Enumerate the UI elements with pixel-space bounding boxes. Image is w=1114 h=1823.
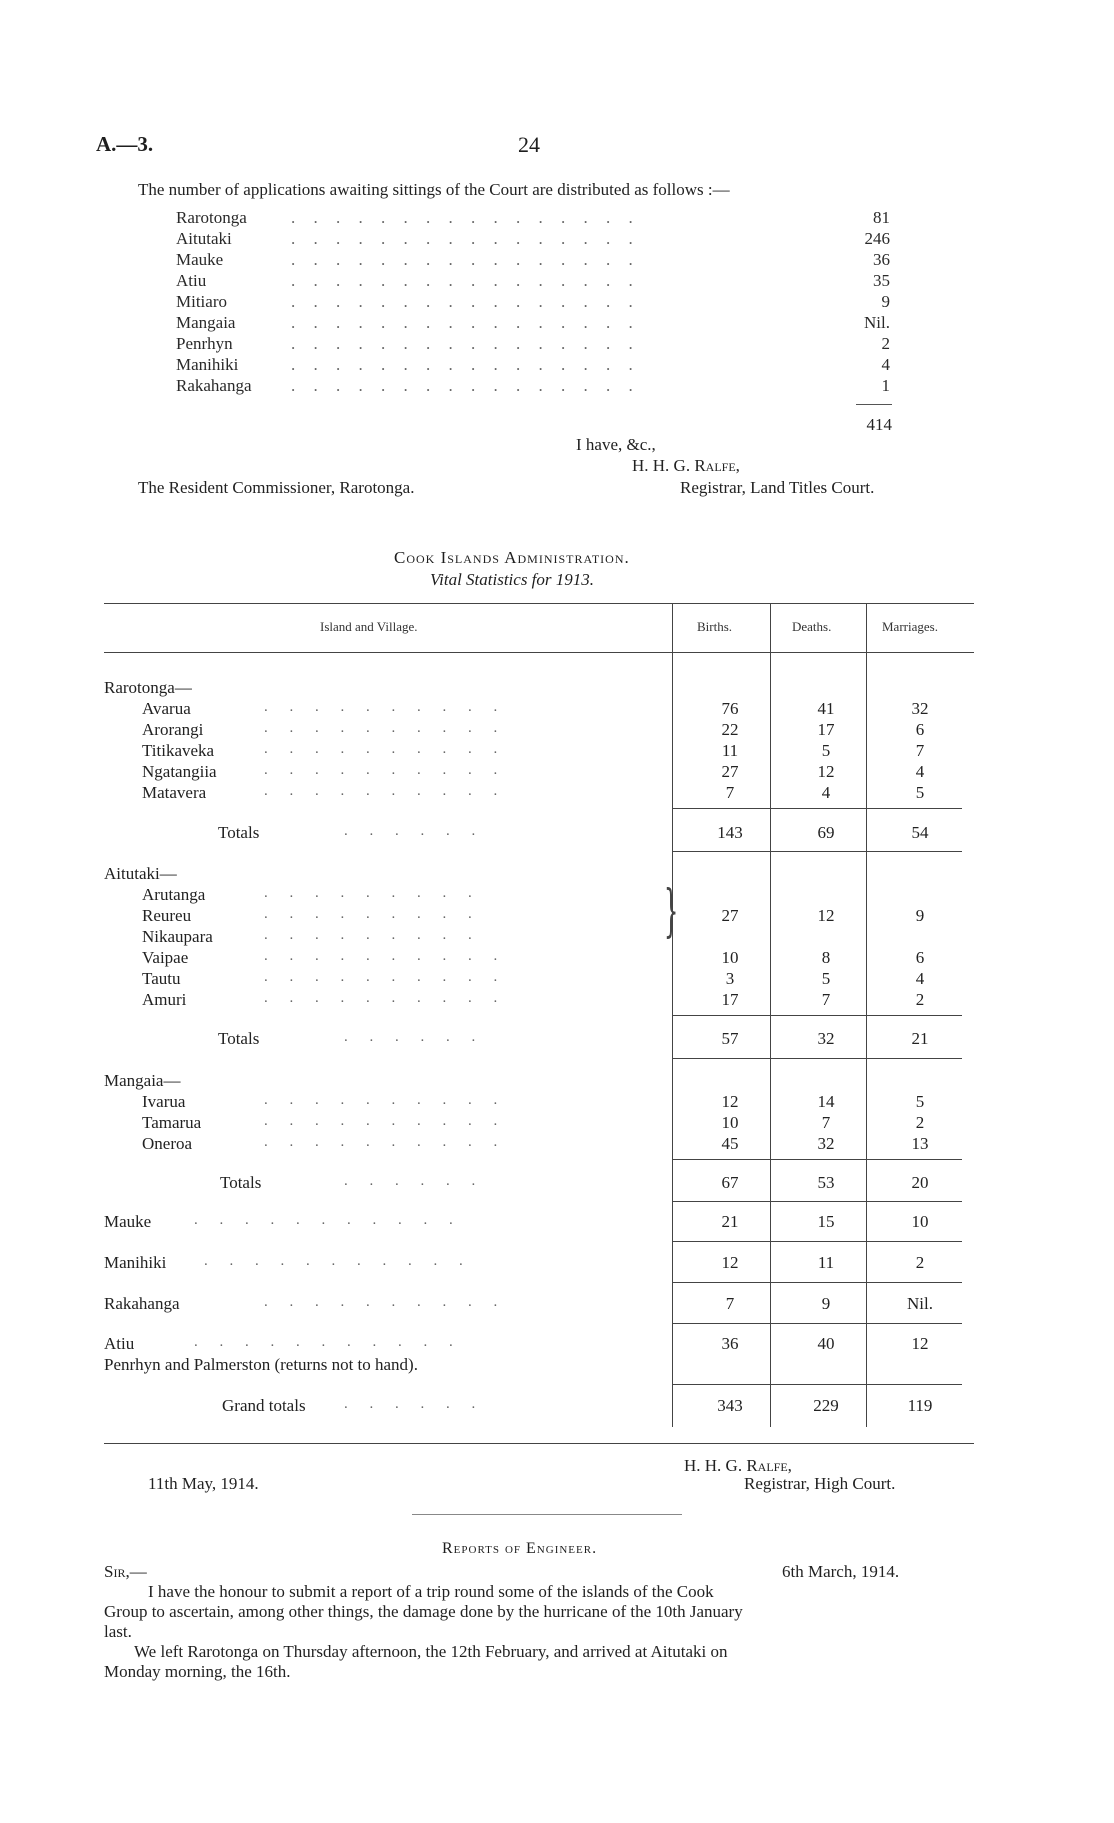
registrar-title: Registrar, High Court. (744, 1474, 896, 1493)
table-row: Tamarua . . . . . . . . . . 10 7 2 (142, 1113, 925, 1132)
table-row: Rakahanga . . . . . . . . . . 7 9 Nil. (104, 1294, 933, 1313)
totals-row: Totals . . . . . . 57 32 21 (218, 1029, 929, 1048)
table-top-rule (104, 603, 974, 604)
list-item: Rarotonga . . . . . . . . . . . . . . . . 81 (176, 208, 890, 227)
subtotal-rule (672, 1015, 962, 1016)
applications-total: 414 (866, 415, 892, 434)
grand-totals-row: Grand totals . . . . . . 343 229 119 (222, 1396, 933, 1415)
group-heading-rarotonga: Rarotonga— (104, 678, 192, 697)
row-rule (672, 1282, 962, 1283)
table-row: Arutanga . . . . . . . . . (142, 885, 481, 904)
row-rule (672, 1323, 962, 1324)
table-row: Manihiki . . . . . . . . . . . 12 11 2 (104, 1253, 925, 1272)
totals-row: Totals . . . . . . 67 53 20 (220, 1173, 929, 1192)
table-bottom-rule (104, 1443, 974, 1444)
table-row: Arorangi . . . . . . . . . . 22 17 6 (142, 720, 925, 739)
document-reference: A.—3. (96, 132, 154, 156)
brace-icon: } (664, 879, 679, 944)
table-row: Amuri . . . . . . . . . . 17 7 2 (142, 990, 925, 1009)
registrar-name: H. H. G. Ralfe, (684, 1456, 792, 1475)
table-row: Avarua . . . . . . . . . . 76 41 32 (142, 699, 929, 718)
column-header-island: Island and Village. (320, 619, 418, 634)
list-item: Mitiaro . . . . . . . . . . . . . . . . 9 (176, 292, 890, 311)
list-item: Mangaia . . . . . . . . . . . . . . . . Nil. (176, 313, 890, 332)
table-row: Tautu . . . . . . . . . . 3 5 4 (142, 969, 925, 988)
table-row: Ngatangiia . . . . . . . . . . 27 12 4 (142, 762, 925, 781)
report-date: 11th May, 1914. (148, 1474, 259, 1493)
totals-row: Totals . . . . . . 143 69 54 (218, 823, 929, 842)
subtotal-rule (672, 808, 962, 809)
list-item: Mauke . . . . . . . . . . . . . . . . 36 (176, 250, 890, 269)
list-item: Aitutaki . . . . . . . . . . . . . . . . 246 (176, 229, 890, 248)
applications-intro: The number of applications awaiting sittings of the Court are distributed as follows :— (138, 180, 730, 199)
total-rule (856, 404, 892, 405)
paragraph-line: Group to ascertain, among other things, the damage done by the hurricane of the 10th January (104, 1602, 743, 1621)
closing-line: I have, &c., (576, 435, 656, 454)
paragraph-line: I have the honour to submit a report of a trip round some of the islands of the Cook (148, 1582, 714, 1601)
column-header-marriages: Marriages. (882, 619, 938, 634)
paragraph-line: Monday morning, the 16th. (104, 1662, 291, 1681)
table-row: Matavera . . . . . . . . . . 7 4 5 (142, 783, 925, 802)
table-row: Ivarua . . . . . . . . . . 12 14 5 (142, 1092, 925, 1111)
subtotal-rule (672, 1159, 962, 1160)
group-heading-mangaia: Mangaia— (104, 1071, 181, 1090)
engineer-report-title: Reports of Engineer. (442, 1540, 598, 1557)
column-header-births: Births. (697, 619, 733, 634)
table-row: Oneroa . . . . . . . . . . 45 32 13 (142, 1134, 929, 1153)
page-number: 24 (518, 132, 540, 157)
signatory-name: H. H. G. Ralfe, (632, 456, 740, 475)
list-item: Atiu . . . . . . . . . . . . . . . . 35 (176, 271, 890, 290)
list-item: Manihiki . . . . . . . . . . . . . . . . 4 (176, 355, 890, 374)
signatory-title: Registrar, Land Titles Court. (680, 478, 875, 497)
row-rule (672, 1241, 962, 1242)
subtotal-rule (672, 1201, 962, 1202)
table-row: Titikaveka . . . . . . . . . . 11 5 7 (142, 741, 925, 760)
salutation: Sir,— (104, 1562, 147, 1581)
group-heading-aitutaki: Aitutaki— (104, 864, 177, 883)
section-title: Cook Islands Administration. (394, 548, 630, 567)
row-rule (672, 1384, 962, 1385)
addressee: The Resident Commissioner, Rarotonga. (138, 478, 415, 497)
list-item: Rakahanga . . . . . . . . . . . . . . . . 1 (176, 376, 890, 395)
table-row: Reureu . . . . . . . . . 27 12 9 (142, 906, 925, 925)
table-row: Mauke . . . . . . . . . . . 21 15 10 (104, 1212, 929, 1231)
table-row: Nikaupara . . . . . . . . . (142, 927, 481, 946)
paragraph-line: We left Rarotonga on Thursday afternoon, the 12th February, and arrived at Aitutaki on (134, 1642, 728, 1661)
table-note: Penrhyn and Palmerston (returns not to hand). (104, 1355, 418, 1374)
section-subtitle: Vital Statistics for 1913. (430, 570, 595, 589)
list-item: Penrhyn . . . . . . . . . . . . . . . . 2 (176, 334, 890, 353)
paragraph-line: last. (104, 1622, 132, 1641)
table-row: Atiu . . . . . . . . . . . 36 40 12 (104, 1334, 929, 1353)
subtotal-rule (672, 851, 962, 852)
table-row: Vaipae . . . . . . . . . . 10 8 6 (142, 948, 925, 967)
subtotal-rule (672, 1058, 962, 1059)
section-divider (412, 1514, 682, 1515)
column-header-deaths: Deaths. (792, 619, 832, 634)
table-header-rule (104, 652, 974, 653)
engineer-report-date: 6th March, 1914. (782, 1562, 900, 1581)
